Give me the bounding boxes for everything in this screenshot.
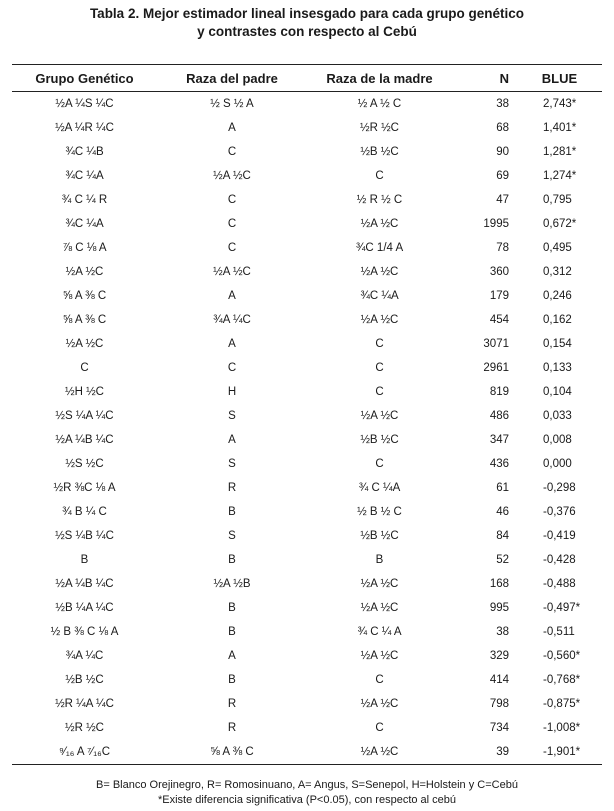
cell-raza-madre: C (375, 338, 384, 350)
cell-blue: 0,133 (543, 362, 572, 374)
cell-raza-padre: R (227, 698, 237, 710)
table-row (12, 500, 602, 524)
cell-n: 38 (496, 626, 509, 638)
cell-n: 78 (496, 242, 509, 254)
cell-grupo-genetico: ¾C ¼A (65, 218, 104, 230)
cell-blue: 0,000 (543, 458, 572, 470)
cell-raza-madre: ½A ½C (360, 410, 399, 422)
cell-blue: -0,419 (543, 530, 576, 542)
significance-note: *Existe diferencia significativa (P<0.05), con respecto al cebú (157, 794, 457, 806)
cell-n: 2961 (483, 362, 509, 374)
cell-grupo-genetico: ½B ½C (65, 674, 104, 686)
cell-grupo-genetico: ½H ½C (65, 386, 104, 398)
breed-legend: B= Blanco Orejinegro, R= Romosinuano, A= Angus, S=Senepol, H=Holstein y C=Cebú (96, 779, 518, 791)
cell-n: 46 (496, 506, 509, 518)
table-title-line-2: y contrastes con respecto al Cebú (197, 24, 417, 39)
cell-n: 61 (496, 482, 509, 494)
cell-raza-padre: B (228, 602, 236, 614)
cell-blue: 1,281* (543, 146, 577, 158)
cell-raza-madre: ½A ½C (360, 650, 399, 662)
table-title (0, 5, 614, 41)
table-row (12, 668, 602, 692)
cell-n: 436 (489, 458, 509, 470)
cell-blue: -0,768* (543, 674, 581, 686)
cell-raza-madre: ¾C 1/4 A (355, 242, 404, 254)
header-grupo-genetico: Grupo Genético (12, 65, 157, 92)
cell-blue: -1,008* (543, 722, 581, 734)
cell-raza-padre: H (227, 386, 237, 398)
cell-raza-madre: ½ A ½ C (357, 98, 402, 110)
table-body (12, 92, 602, 765)
cell-raza-padre: C (227, 242, 237, 254)
cell-raza-padre: ⅝ A ⅜ C (157, 740, 307, 765)
table-row (12, 356, 602, 380)
cell-n: 1995 (483, 218, 509, 230)
table-row (12, 284, 602, 308)
cell-blue: 0,154 (543, 338, 572, 350)
cell-raza-madre: ½A ½C (307, 740, 452, 765)
cell-raza-madre: ½B ½C (360, 146, 399, 158)
header-n: N (452, 65, 517, 92)
cell-grupo-genetico: ½A ½C (65, 338, 104, 350)
cell-n: 3071 (483, 338, 509, 350)
cell-raza-madre: ½A ½C (360, 698, 399, 710)
table-row (12, 212, 602, 236)
cell-blue: -1,901* (517, 740, 602, 765)
cell-raza-madre: ½ R ½ C (356, 194, 403, 206)
cell-blue: 0,495 (543, 242, 572, 254)
cell-n: 414 (489, 674, 509, 686)
cell-blue: 0,008 (543, 434, 572, 446)
cell-raza-madre: C (375, 362, 384, 374)
cell-n: 819 (489, 386, 509, 398)
cell-grupo-genetico: ⅝ A ⅜ C (62, 314, 107, 326)
cell-blue: -0,560* (543, 650, 581, 662)
cell-raza-padre: ½ S ½ A (210, 98, 254, 110)
header-raza-padre: Raza del padre (157, 65, 307, 92)
cell-grupo-genetico: ½B ¼A ¼C (55, 602, 114, 614)
cell-blue: 0,104 (543, 386, 572, 398)
cell-n: 734 (489, 722, 509, 734)
blue-estimates-table (12, 64, 602, 765)
cell-raza-madre: C (375, 170, 384, 182)
cell-grupo-genetico: ½S ¼B ¼C (55, 530, 114, 542)
table-row (12, 572, 602, 596)
cell-raza-madre: C (375, 674, 384, 686)
cell-grupo-genetico: ½R ¼A ¼C (55, 698, 114, 710)
cell-grupo-genetico: ⅞ C ⅛ A (62, 242, 107, 254)
cell-raza-padre: B (228, 554, 236, 566)
cell-grupo-genetico: ½A ¼S ¼C (55, 98, 114, 110)
cell-raza-padre: C (227, 194, 237, 206)
table-title-line-1: Tabla 2. Mejor estimador lineal insesgado para cada grupo genético (89, 6, 525, 21)
cell-grupo-genetico: ½A ¼R ¼C (55, 122, 114, 134)
cell-blue: 0,672* (543, 218, 577, 230)
cell-n: 38 (496, 98, 509, 110)
table-header-row (12, 65, 602, 92)
cell-blue: 0,795 (543, 194, 572, 206)
cell-raza-padre: B (228, 626, 236, 638)
table-row (12, 140, 602, 164)
cell-raza-padre: C (227, 362, 237, 374)
cell-grupo-genetico: ½A ½C (65, 266, 104, 278)
table-row (12, 92, 602, 117)
cell-blue: -0,511 (543, 626, 575, 638)
cell-n: 360 (489, 266, 509, 278)
table-row (12, 404, 602, 428)
table-row (12, 644, 602, 668)
cell-raza-madre: ½R ½C (360, 122, 399, 134)
cell-n: 90 (496, 146, 509, 158)
cell-raza-madre: ¾C ¼A (360, 290, 399, 302)
cell-blue: 1,401* (543, 122, 577, 134)
cell-blue: 0,312 (543, 266, 572, 278)
cell-raza-padre: A (228, 650, 236, 662)
cell-raza-padre: A (228, 290, 236, 302)
cell-grupo-genetico: B (80, 554, 89, 566)
table-row (12, 332, 602, 356)
cell-raza-padre: ¾A ¼C (213, 314, 251, 326)
cell-raza-madre: ½A ½C (360, 314, 399, 326)
cell-raza-padre: ½A ½C (213, 170, 251, 182)
cell-raza-madre: ¾ C ¼ A (357, 626, 402, 638)
table-row (12, 740, 602, 765)
cell-n: 69 (496, 170, 509, 182)
cell-blue: -0,376 (543, 506, 576, 518)
cell-grupo-genetico: ⁹⁄₁₆ A ⁷⁄₁₆C (12, 740, 157, 765)
cell-raza-madre: B (375, 554, 384, 566)
cell-blue: 0,033 (543, 410, 572, 422)
cell-raza-padre: ½A ½C (213, 266, 251, 278)
cell-blue: -0,298 (543, 482, 576, 494)
cell-grupo-genetico: ½S ½C (65, 458, 104, 470)
cell-grupo-genetico: ¾C ¼A (65, 170, 104, 182)
cell-n: 168 (489, 578, 509, 590)
cell-raza-padre: B (228, 506, 236, 518)
cell-grupo-genetico: ½ B ⅜ C ⅛ A (50, 626, 119, 638)
cell-raza-madre: C (375, 722, 384, 734)
cell-grupo-genetico: ¾C ¼B (65, 146, 104, 158)
table-row (12, 692, 602, 716)
table-row (12, 308, 602, 332)
cell-n: 798 (489, 698, 509, 710)
table-row (12, 524, 602, 548)
cell-blue: -0,428 (543, 554, 576, 566)
table-row (12, 236, 602, 260)
cell-n: 486 (489, 410, 509, 422)
cell-n: 39 (452, 740, 517, 765)
cell-raza-padre: S (228, 410, 236, 422)
cell-grupo-genetico: ½A ¼B ¼C (55, 578, 114, 590)
cell-raza-padre: ½A ½B (213, 578, 251, 590)
cell-blue: -0,488 (543, 578, 576, 590)
cell-n: 329 (489, 650, 509, 662)
table-row (12, 260, 602, 284)
cell-raza-madre: C (375, 386, 384, 398)
cell-grupo-genetico: ½A ¼B ¼C (55, 434, 114, 446)
cell-raza-padre: S (228, 458, 236, 470)
cell-n: 68 (496, 122, 509, 134)
cell-grupo-genetico: ¾ C ¼ R (61, 194, 108, 206)
table-row (12, 116, 602, 140)
cell-grupo-genetico: ½S ¼A ¼C (55, 410, 114, 422)
cell-raza-madre: ½A ½C (360, 266, 399, 278)
cell-grupo-genetico: ⅝ A ⅜ C (62, 290, 107, 302)
cell-raza-madre: C (375, 458, 384, 470)
cell-blue: 0,162 (543, 314, 572, 326)
cell-raza-madre: ½A ½C (360, 578, 399, 590)
cell-n: 995 (489, 602, 509, 614)
cell-blue: -0,875* (543, 698, 581, 710)
cell-raza-madre: ½ B ½ C (357, 506, 402, 518)
table-row (12, 596, 602, 620)
cell-grupo-genetico: ½R ½C (65, 722, 104, 734)
cell-raza-padre: A (228, 434, 236, 446)
header-blue: BLUE (517, 65, 602, 92)
cell-raza-padre: B (228, 674, 236, 686)
cell-n: 52 (496, 554, 509, 566)
cell-grupo-genetico: ½R ⅜C ⅛ A (53, 482, 116, 494)
cell-n: 47 (496, 194, 509, 206)
cell-raza-padre: C (227, 218, 237, 230)
cell-raza-madre: ½B ½C (360, 434, 399, 446)
cell-raza-padre: A (228, 338, 236, 350)
cell-raza-madre: ¾ C ¼A (358, 482, 401, 494)
cell-raza-padre: S (228, 530, 236, 542)
cell-raza-padre: R (227, 482, 237, 494)
cell-blue: 0,246 (543, 290, 572, 302)
table-row (12, 164, 602, 188)
cell-raza-madre: ½A ½C (360, 218, 399, 230)
table-row (12, 452, 602, 476)
table-notes (0, 778, 614, 808)
header-raza-madre: Raza de la madre (307, 65, 452, 92)
cell-grupo-genetico: ¾A ¼C (65, 650, 104, 662)
table-row (12, 380, 602, 404)
table-row (12, 476, 602, 500)
table-row (12, 620, 602, 644)
table-row (12, 548, 602, 572)
table-row (12, 716, 602, 740)
cell-raza-padre: R (227, 722, 237, 734)
cell-raza-madre: ½A ½C (360, 602, 399, 614)
table-row (12, 188, 602, 212)
cell-raza-padre: A (228, 122, 236, 134)
cell-n: 84 (496, 530, 509, 542)
cell-blue: -0,497* (543, 602, 581, 614)
cell-grupo-genetico: C (80, 362, 89, 374)
cell-n: 454 (489, 314, 509, 326)
cell-raza-padre: C (227, 146, 237, 158)
cell-n: 179 (489, 290, 509, 302)
cell-blue: 2,743* (543, 98, 577, 110)
cell-n: 347 (489, 434, 509, 446)
table-row (12, 428, 602, 452)
cell-raza-madre: ½B ½C (360, 530, 399, 542)
cell-grupo-genetico: ¾ B ¼ C (62, 506, 107, 518)
cell-blue: 1,274* (543, 170, 577, 182)
